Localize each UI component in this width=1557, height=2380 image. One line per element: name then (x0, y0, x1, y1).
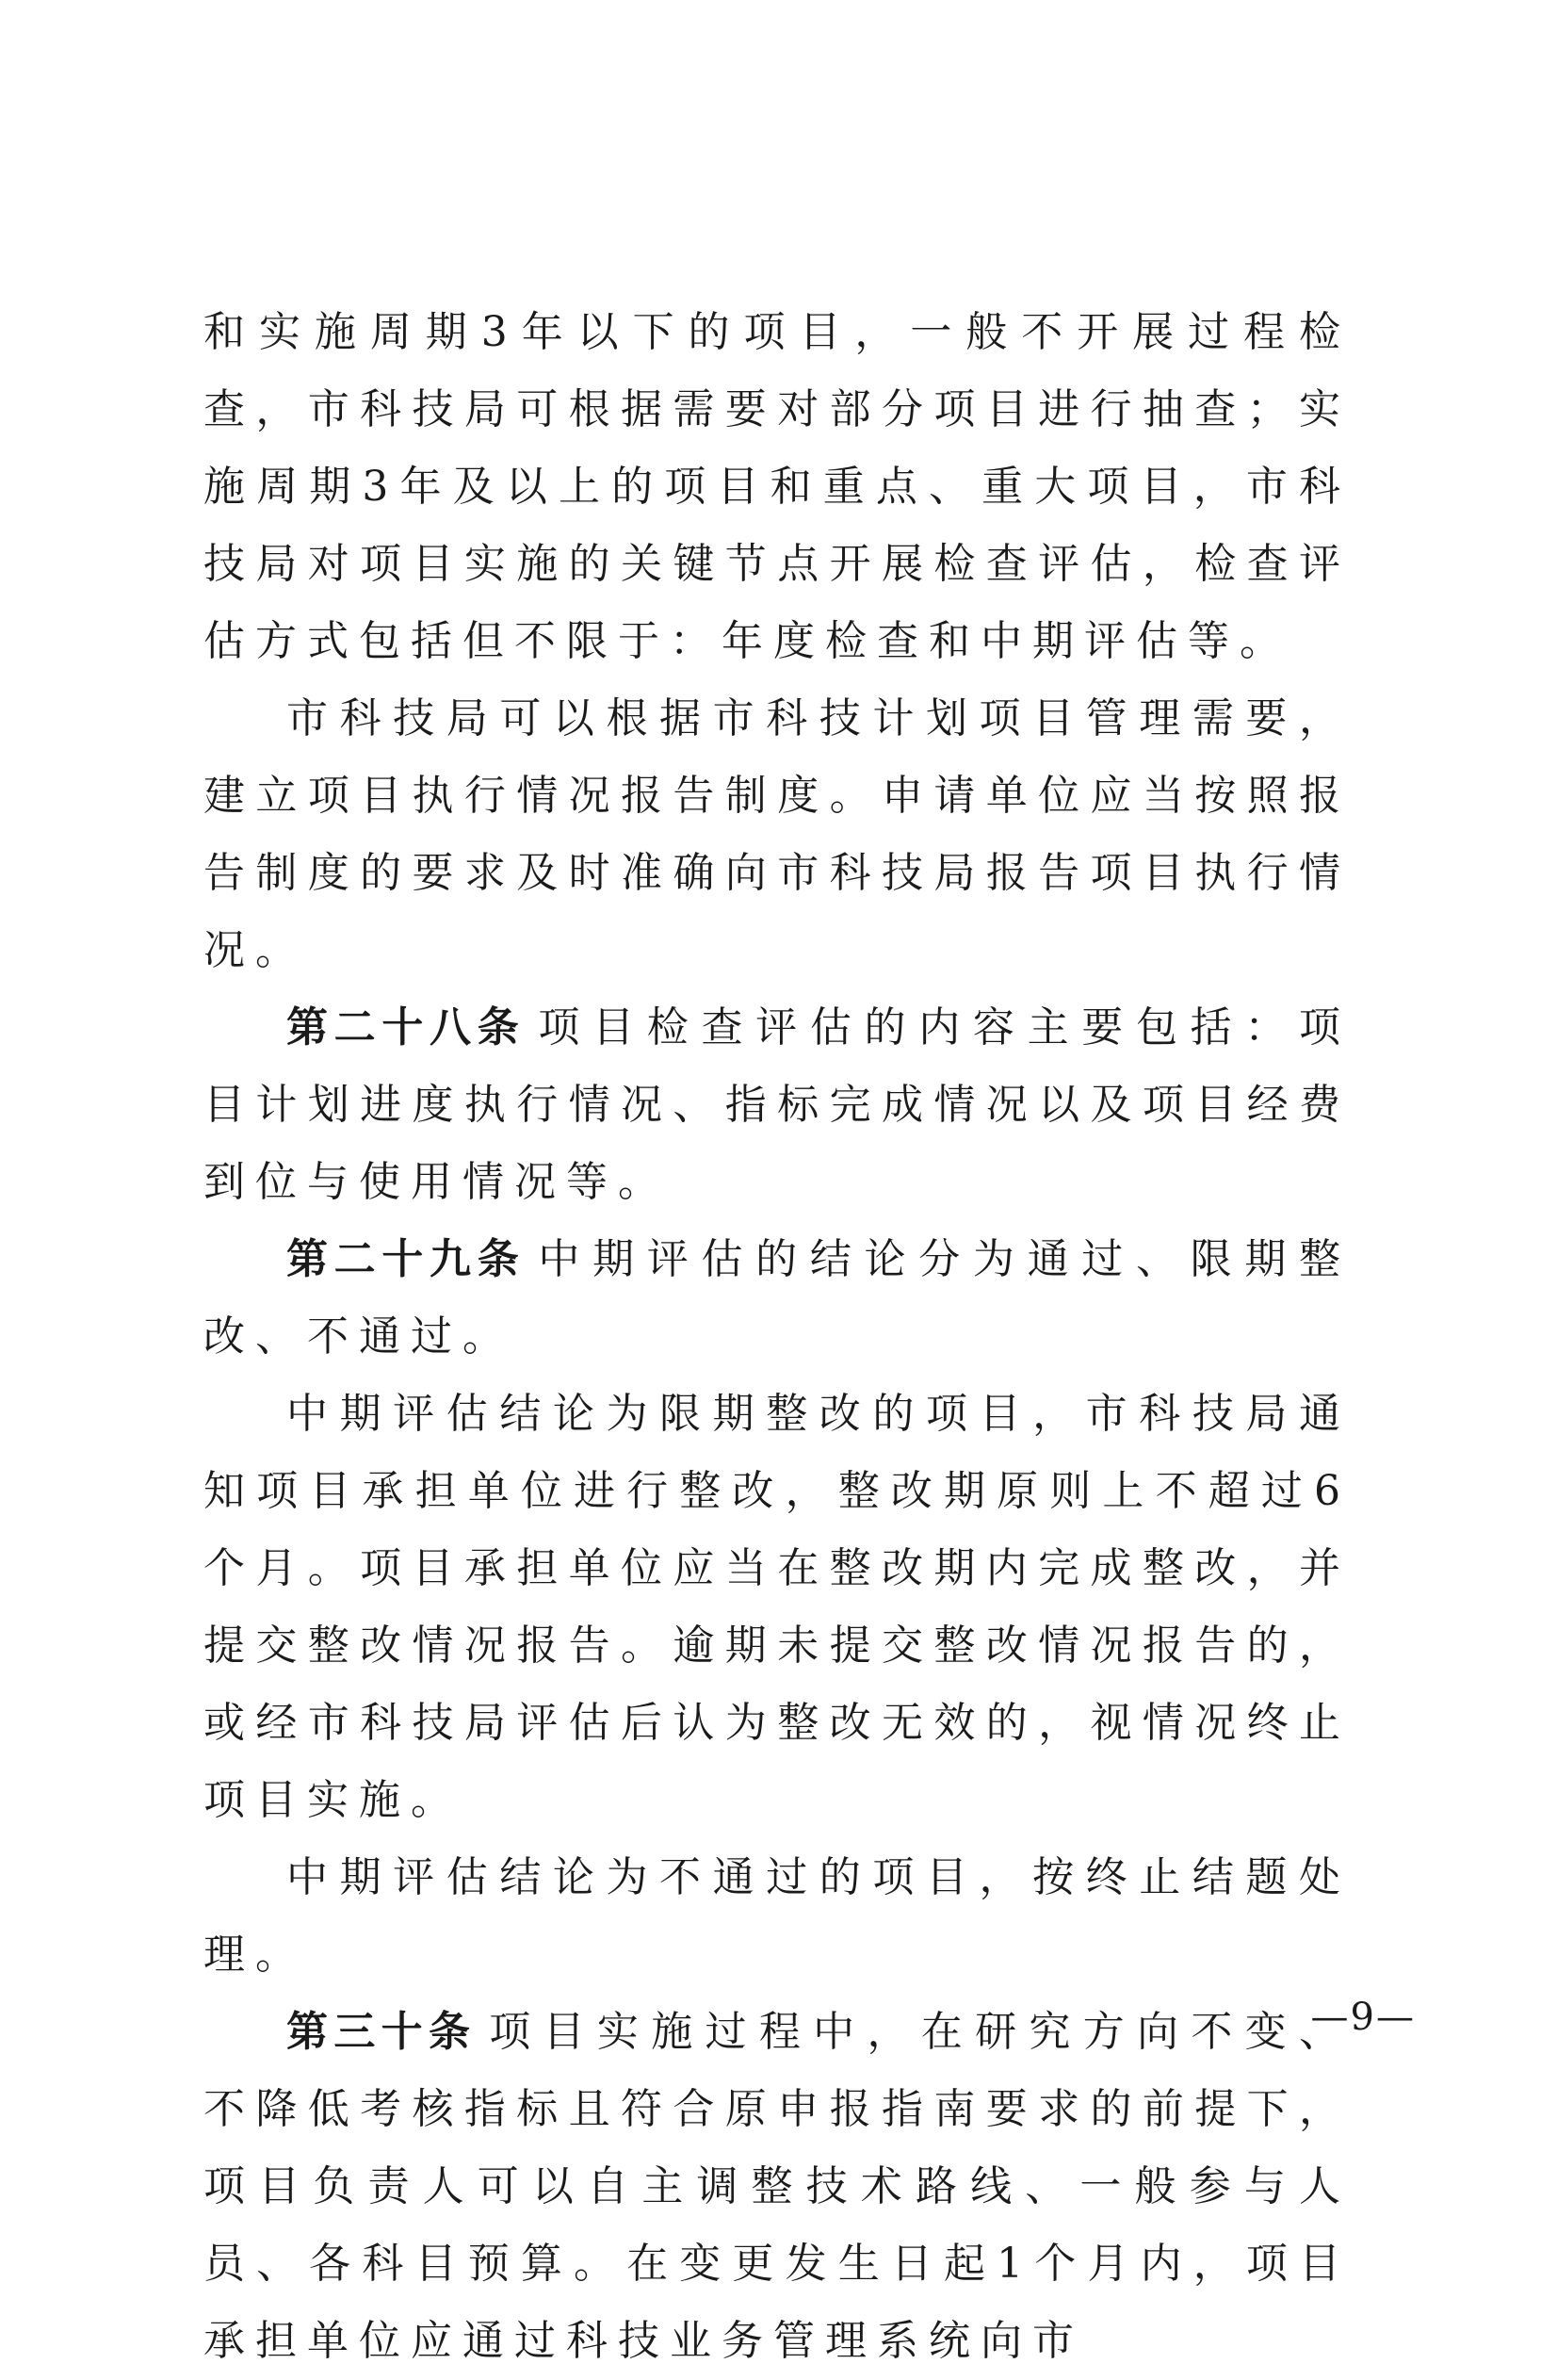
paragraph-1 (203, 294, 1351, 680)
paragraph-6-text: 中期评估结论为不通过的项目，按终止结题处理。 (203, 1853, 1351, 1979)
page-number: —9— (1310, 1996, 1416, 2039)
article-28-text: 项目检查评估的内容主要包括：项目计划进度执行情况、指标完成情况以及项目经费到位与使用情况等。 (203, 1003, 1351, 1206)
article-29-title: 第二十九条 (286, 1235, 526, 1283)
article-30-text: 项目实施过程中，在研究方向不变、不降低考核指标且符合原申报指南要求的前提下，项目负责人可以自主调整技术路线、一般参与人员、各科目预算。在变更发生日起1个月内，项目承担单位应通过科技业务管理系统向市 (203, 2008, 1352, 2365)
article-29 (203, 1221, 1351, 1376)
article-28 (203, 989, 1351, 1221)
paragraph-2 (203, 680, 1351, 989)
paragraph-1-text: 和实施周期3年以下的项目，一般不开展过程检查，市科技局可根据需要对部分项目进行抽查；实施周期3年及以上的项目和重点、重大项目，市科技局对项目实施的关键节点开展检查评估，检查评估方式包括但不限于：年度检查和中期评估等。 (203, 308, 1351, 665)
paragraph-5-text: 中期评估结论为限期整改的项目，市科技局通知项目承担单位进行整改，整改期原则上不超过6个月。项目承担单位应当在整改期内完成整改，并提交整改情况报告。逾期未提交整改情况报告的，或经市科技局评估后认为整改无效的，视情况终止项目实施。 (203, 1390, 1351, 1824)
article-30 (203, 1994, 1351, 2380)
paragraph-6 (203, 1839, 1351, 1994)
paragraph-5 (203, 1376, 1351, 1839)
article-29-text: 中期评估的结论分为通过、限期整改、不通过。 (203, 1235, 1351, 1361)
article-30-title: 第三十条 (286, 2008, 477, 2056)
body-text (203, 294, 1351, 2380)
article-28-title: 第二十八条 (286, 1003, 526, 1051)
paragraph-2-text: 市科技局可以根据市科技计划项目管理需要，建立项目执行情况报告制度。申请单位应当按照报告制度的要求及时准确向市科技局报告项目执行情况。 (203, 694, 1351, 974)
